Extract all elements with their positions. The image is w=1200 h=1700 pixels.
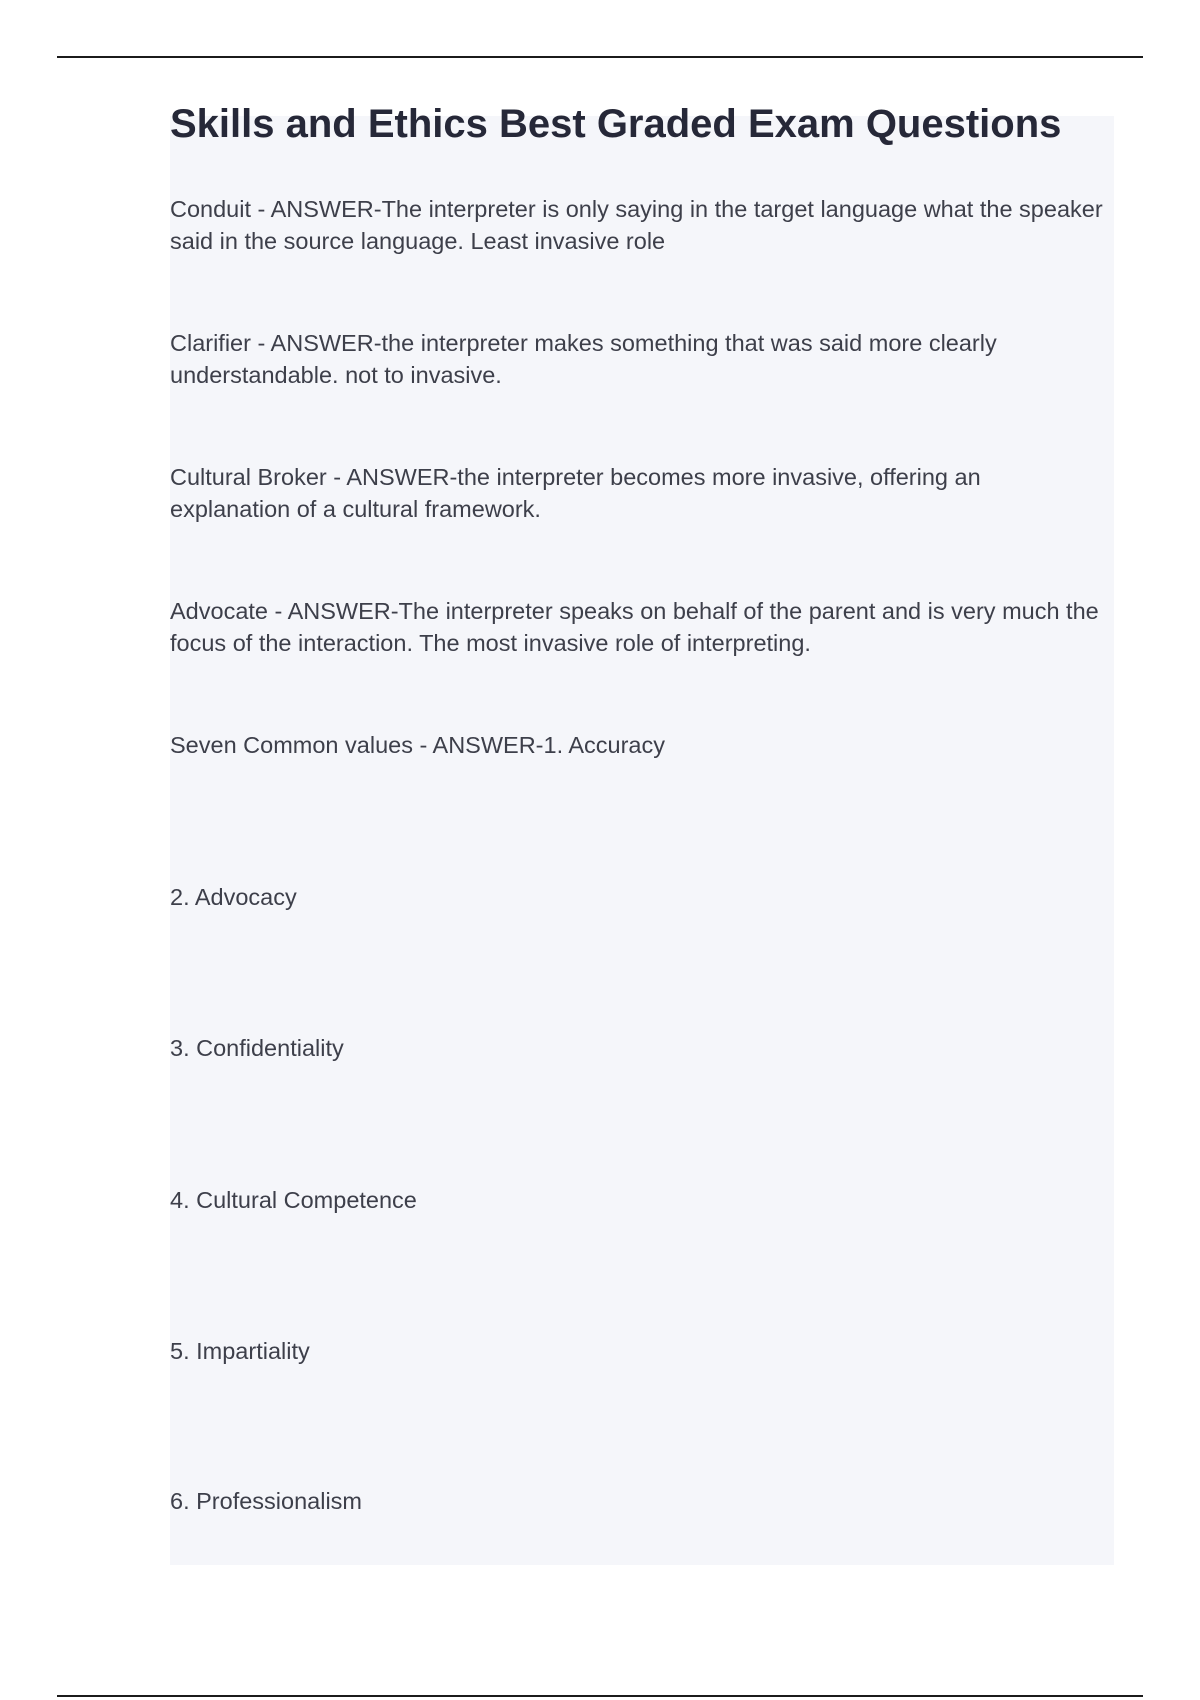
bottom-rule [57,1695,1143,1697]
document-title: Skills and Ethics Best Graded Exam Questions [170,102,1062,146]
value-list-item: 4. Cultural Competence [170,1187,417,1213]
value-list-item: 5. Impartiality [170,1338,310,1364]
entry-separator: - ANSWER- [326,464,458,490]
entry-answer: 1. Accuracy [543,732,665,758]
qa-entry-seven-common-values [170,729,1105,761]
entry-term: Clarifier [170,330,251,356]
entry-separator: - ANSWER- [251,196,382,222]
value-list-item: 2. Advocacy [170,884,297,910]
entry-separator: - ANSWER- [267,598,399,624]
value-list-item: 3. Confidentiality [170,1035,344,1061]
entry-answer: the interpreter becomes more invasive, offering an explanation of a cultural framework. [170,464,981,522]
top-rule [57,56,1143,58]
qa-entry-clarifier [170,327,1105,391]
entry-answer: The interpreter speaks on behalf of the parent and is very much the focus of the interaction. The most invasive role of interpreting. [170,598,1099,656]
entry-answer: the interpreter makes something that was said more clearly understandable. not to invasive. [170,330,997,388]
entry-term: Cultural Broker [170,464,327,490]
entry-separator: - ANSWER- [250,330,382,356]
entry-term: Advocate [170,598,268,624]
entry-separator: - ANSWER- [412,732,544,758]
qa-entry-conduit [170,193,1105,257]
entry-answer: The interpreter is only saying in the target language what the speaker said in the source language. Least invasive role [170,196,1103,254]
qa-entry-cultural-broker [170,461,1105,525]
entry-term: Conduit [170,196,251,222]
value-list-item: 6. Professionalism [170,1488,362,1514]
entry-term: Seven Common values [170,732,413,758]
qa-entry-advocate [170,595,1105,659]
